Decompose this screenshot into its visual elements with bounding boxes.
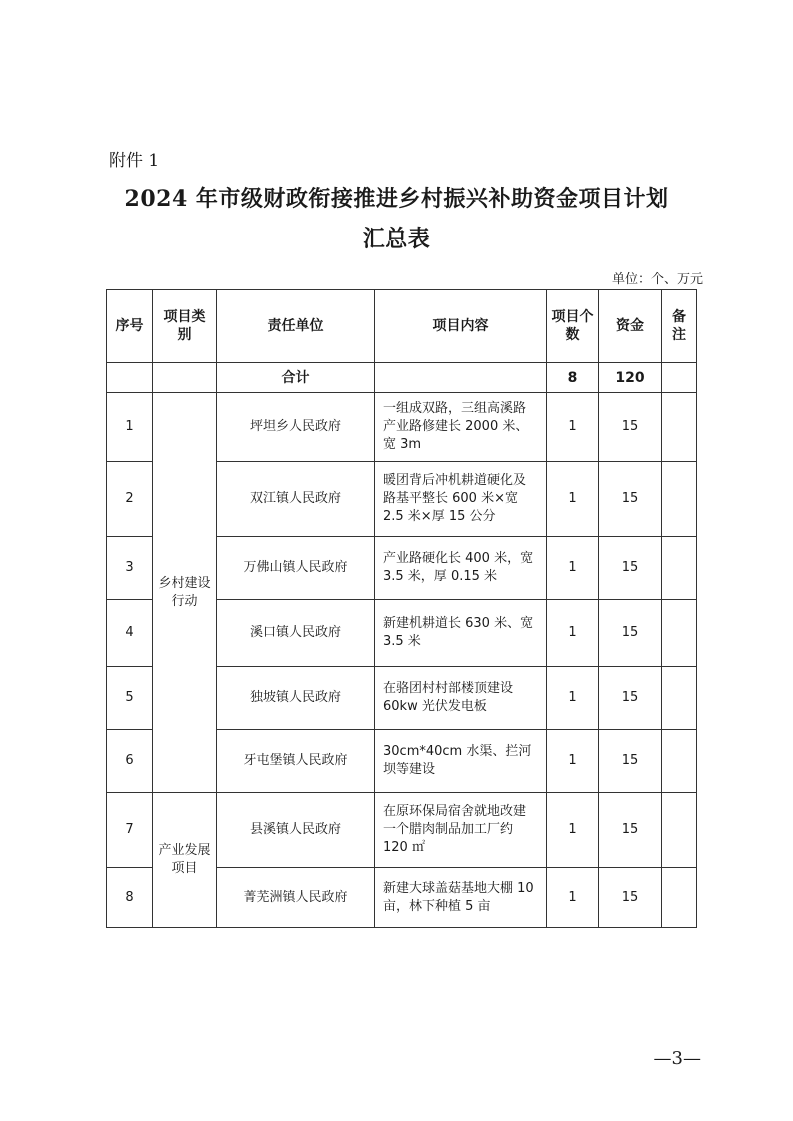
row-fund: 15 [599,462,662,537]
document-subtitle: 汇总表 [362,226,431,252]
table-row [107,793,697,868]
row-remark [662,793,697,868]
row-remark [662,537,697,600]
row-unit: 坪坦乡人民政府 [217,393,375,462]
table-row [107,393,697,462]
attachment-label: 附件 1 [109,151,160,171]
category-cell: 产业发展项目 [153,793,217,928]
row-remark [662,730,697,793]
row-content: 新建机耕道长 630 米、宽 3.5 米 [375,600,547,667]
row-count: 1 [547,667,599,730]
row-fund: 15 [599,393,662,462]
header-content: 项目内容 [375,290,547,363]
row-content: 在骆团村村部楼顶建设 60kw 光伏发电板 [375,667,547,730]
row-remark [662,462,697,537]
total-fund: 120 [599,363,662,393]
row-content: 30cm*40cm 水渠、拦河坝等建设 [375,730,547,793]
row-seq: 2 [107,462,153,537]
total-row [107,363,697,393]
row-fund: 15 [599,730,662,793]
row-fund: 15 [599,667,662,730]
row-count: 1 [547,600,599,667]
row-content: 在原环保局宿舍就地改建一个腊肉制品加工厂约 120 ㎡ [375,793,547,868]
row-unit: 牙屯堡镇人民政府 [217,730,375,793]
document-title: 2024 年市级财政衔接推进乡村振兴补助资金项目计划 [124,186,669,212]
total-category-cell [153,363,217,393]
total-seq-cell [107,363,153,393]
row-unit: 独坡镇人民政府 [217,667,375,730]
row-seq: 1 [107,393,153,462]
row-fund: 15 [599,793,662,868]
row-unit: 溪口镇人民政府 [217,600,375,667]
header-fund: 资金 [599,290,662,363]
row-unit: 双江镇人民政府 [217,462,375,537]
total-label: 合计 [217,363,375,393]
category-cell: 乡村建设行动 [153,393,217,793]
row-count: 1 [547,793,599,868]
row-seq: 8 [107,868,153,928]
row-seq: 5 [107,667,153,730]
header-remark: 备注 [662,290,697,363]
page-number: —3— [653,1048,701,1069]
row-remark [662,600,697,667]
total-content-cell [375,363,547,393]
row-fund: 15 [599,537,662,600]
row-remark [662,868,697,928]
row-content: 新建大球盖菇基地大棚 10 亩，林下种植 5 亩 [375,868,547,928]
row-remark [662,667,697,730]
row-seq: 3 [107,537,153,600]
row-content: 产业路硬化长 400 米，宽 3.5 米，厚 0.15 米 [375,537,547,600]
row-count: 1 [547,868,599,928]
row-count: 1 [547,393,599,462]
header-seq: 序号 [107,290,153,363]
total-count: 8 [547,363,599,393]
row-count: 1 [547,730,599,793]
row-seq: 7 [107,793,153,868]
unit-note: 单位：个、万元 [611,272,703,287]
row-fund: 15 [599,600,662,667]
row-content: 一组成双路，三组高溪路产业路修建长 2000 米、宽 3m [375,393,547,462]
row-count: 1 [547,462,599,537]
row-unit: 菁芜洲镇人民政府 [217,868,375,928]
header-row [107,290,697,363]
row-remark [662,393,697,462]
total-remark-cell [662,363,697,393]
row-seq: 4 [107,600,153,667]
row-unit: 县溪镇人民政府 [217,793,375,868]
header-category: 项目类别 [153,290,217,363]
row-count: 1 [547,537,599,600]
row-fund: 15 [599,868,662,928]
project-plan-table [106,289,697,928]
row-unit: 万佛山镇人民政府 [217,537,375,600]
row-content: 暖团背后冲机耕道硬化及路基平整长 600 米×宽 2.5 米×厚 15 公分 [375,462,547,537]
row-seq: 6 [107,730,153,793]
header-count: 项目个数 [547,290,599,363]
header-unit: 责任单位 [217,290,375,363]
